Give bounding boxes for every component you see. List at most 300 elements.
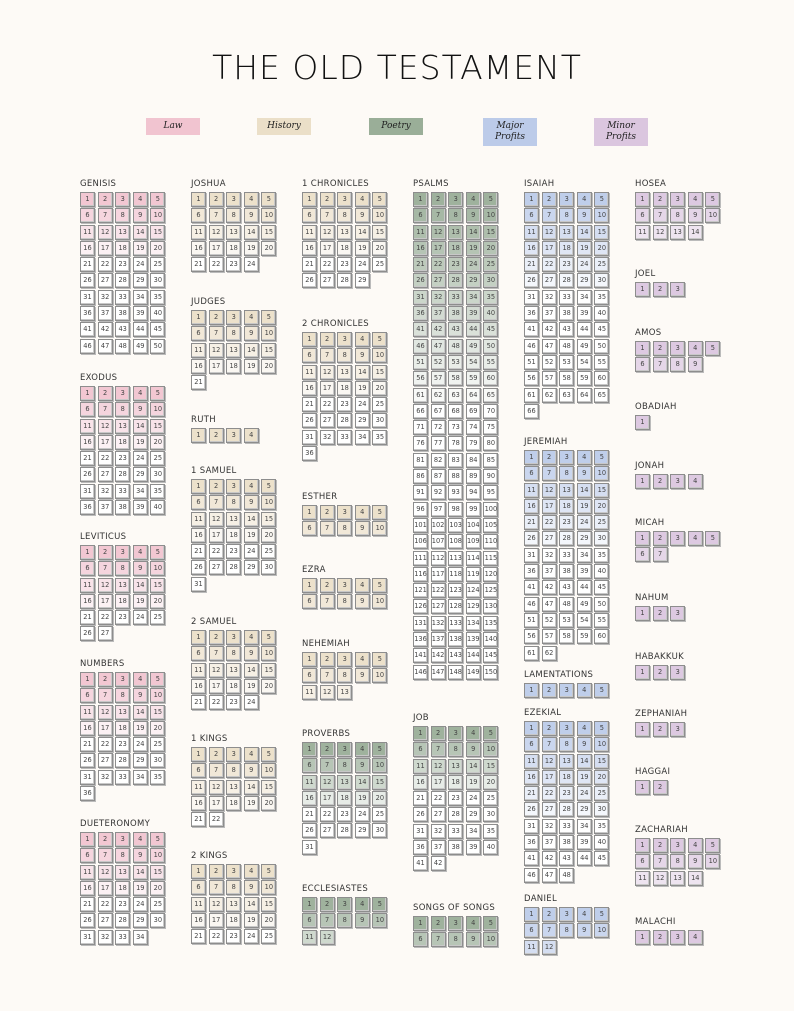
- chapter-checkbox[interactable]: 19: [244, 528, 259, 543]
- chapter-checkbox[interactable]: 36: [524, 835, 539, 850]
- chapter-checkbox[interactable]: 31: [413, 824, 428, 839]
- chapter-checkbox[interactable]: 54: [577, 613, 592, 628]
- chapter-checkbox[interactable]: 16: [191, 241, 206, 256]
- chapter-checkbox[interactable]: 25: [150, 737, 165, 752]
- chapter-checkbox[interactable]: 21: [302, 257, 317, 272]
- chapter-checkbox[interactable]: 8: [559, 208, 574, 223]
- chapter-checkbox[interactable]: 3: [559, 450, 574, 465]
- chapter-checkbox[interactable]: 24: [577, 786, 592, 801]
- chapter-checkbox[interactable]: 2: [209, 192, 224, 207]
- chapter-checkbox[interactable]: 13: [115, 865, 130, 880]
- chapter-checkbox[interactable]: 29: [577, 273, 592, 288]
- chapter-checkbox[interactable]: 8: [448, 932, 463, 947]
- chapter-checkbox[interactable]: 5: [261, 630, 276, 645]
- chapter-checkbox[interactable]: 24: [133, 897, 148, 912]
- chapter-checkbox[interactable]: 14: [244, 663, 259, 678]
- chapter-checkbox[interactable]: 85: [483, 453, 498, 468]
- chapter-checkbox[interactable]: 5: [705, 531, 720, 546]
- chapter-checkbox[interactable]: 40: [483, 306, 498, 321]
- chapter-checkbox[interactable]: 4: [355, 578, 370, 593]
- chapter-checkbox[interactable]: 1: [80, 545, 95, 560]
- chapter-checkbox[interactable]: 59: [577, 371, 592, 386]
- chapter-checkbox[interactable]: 9: [577, 737, 592, 752]
- chapter-checkbox[interactable]: 17: [542, 499, 557, 514]
- chapter-checkbox[interactable]: 25: [150, 610, 165, 625]
- chapter-checkbox[interactable]: 61: [413, 388, 428, 403]
- chapter-checkbox[interactable]: 3: [670, 606, 685, 621]
- chapter-checkbox[interactable]: 6: [191, 763, 206, 778]
- chapter-checkbox[interactable]: 16: [524, 241, 539, 256]
- chapter-checkbox[interactable]: 23: [337, 397, 352, 412]
- chapter-checkbox[interactable]: 15: [594, 483, 609, 498]
- chapter-checkbox[interactable]: 20: [372, 381, 387, 396]
- chapter-checkbox[interactable]: 2: [98, 832, 113, 847]
- chapter-checkbox[interactable]: 88: [448, 469, 463, 484]
- chapter-checkbox[interactable]: 22: [209, 544, 224, 559]
- chapter-checkbox[interactable]: 150: [483, 665, 498, 680]
- chapter-checkbox[interactable]: 36: [80, 306, 95, 321]
- chapter-checkbox[interactable]: 7: [209, 763, 224, 778]
- chapter-checkbox[interactable]: 35: [372, 430, 387, 445]
- chapter-checkbox[interactable]: 5: [150, 192, 165, 207]
- chapter-checkbox[interactable]: 40: [150, 306, 165, 321]
- chapter-checkbox[interactable]: 113: [448, 551, 463, 566]
- chapter-checkbox[interactable]: 8: [448, 742, 463, 757]
- chapter-checkbox[interactable]: 27: [542, 273, 557, 288]
- chapter-checkbox[interactable]: 11: [191, 343, 206, 358]
- chapter-checkbox[interactable]: 3: [670, 838, 685, 853]
- chapter-checkbox[interactable]: 67: [431, 404, 446, 419]
- chapter-checkbox[interactable]: 5: [372, 505, 387, 520]
- chapter-checkbox[interactable]: 35: [483, 290, 498, 305]
- chapter-checkbox[interactable]: 46: [524, 868, 539, 883]
- chapter-checkbox[interactable]: 6: [302, 594, 317, 609]
- chapter-checkbox[interactable]: 54: [466, 355, 481, 370]
- chapter-checkbox[interactable]: 13: [226, 780, 241, 795]
- chapter-checkbox[interactable]: 5: [483, 916, 498, 931]
- chapter-checkbox[interactable]: 8: [337, 521, 352, 536]
- chapter-checkbox[interactable]: 84: [466, 453, 481, 468]
- chapter-checkbox[interactable]: 2: [209, 747, 224, 762]
- chapter-checkbox[interactable]: 10: [150, 561, 165, 576]
- chapter-checkbox[interactable]: 23: [115, 257, 130, 272]
- chapter-checkbox[interactable]: 2: [320, 742, 335, 757]
- chapter-checkbox[interactable]: 4: [577, 450, 592, 465]
- chapter-checkbox[interactable]: 18: [226, 241, 241, 256]
- chapter-checkbox[interactable]: 10: [372, 668, 387, 683]
- chapter-checkbox[interactable]: 12: [542, 225, 557, 240]
- chapter-checkbox[interactable]: 59: [466, 371, 481, 386]
- chapter-checkbox[interactable]: 28: [337, 273, 352, 288]
- chapter-checkbox[interactable]: 111: [413, 551, 428, 566]
- chapter-checkbox[interactable]: 30: [150, 913, 165, 928]
- chapter-checkbox[interactable]: 28: [115, 913, 130, 928]
- chapter-checkbox[interactable]: 149: [466, 665, 481, 680]
- chapter-checkbox[interactable]: 23: [448, 257, 463, 272]
- chapter-checkbox[interactable]: 3: [559, 683, 574, 698]
- chapter-checkbox[interactable]: 1: [635, 930, 650, 945]
- chapter-checkbox[interactable]: 17: [98, 721, 113, 736]
- chapter-checkbox[interactable]: 23: [115, 451, 130, 466]
- chapter-checkbox[interactable]: 29: [244, 560, 259, 575]
- chapter-checkbox[interactable]: 19: [466, 775, 481, 790]
- chapter-checkbox[interactable]: 1: [191, 310, 206, 325]
- chapter-checkbox[interactable]: 3: [226, 747, 241, 762]
- chapter-checkbox[interactable]: 11: [302, 365, 317, 380]
- chapter-checkbox[interactable]: 2: [431, 192, 446, 207]
- chapter-checkbox[interactable]: 25: [594, 515, 609, 530]
- chapter-checkbox[interactable]: 94: [466, 485, 481, 500]
- chapter-checkbox[interactable]: 24: [133, 451, 148, 466]
- chapter-checkbox[interactable]: 23: [337, 257, 352, 272]
- chapter-checkbox[interactable]: 46: [80, 339, 95, 354]
- chapter-checkbox[interactable]: 14: [355, 225, 370, 240]
- chapter-checkbox[interactable]: 134: [466, 616, 481, 631]
- chapter-checkbox[interactable]: 1: [80, 832, 95, 847]
- chapter-checkbox[interactable]: 21: [413, 791, 428, 806]
- chapter-checkbox[interactable]: 6: [80, 688, 95, 703]
- chapter-checkbox[interactable]: 5: [372, 192, 387, 207]
- chapter-checkbox[interactable]: 64: [466, 388, 481, 403]
- chapter-checkbox[interactable]: 42: [542, 322, 557, 337]
- chapter-checkbox[interactable]: 65: [594, 388, 609, 403]
- chapter-checkbox[interactable]: 4: [133, 386, 148, 401]
- chapter-checkbox[interactable]: 11: [635, 871, 650, 886]
- chapter-checkbox[interactable]: 14: [688, 225, 703, 240]
- chapter-checkbox[interactable]: 1: [524, 192, 539, 207]
- chapter-checkbox[interactable]: 36: [524, 564, 539, 579]
- chapter-checkbox[interactable]: 80: [483, 436, 498, 451]
- chapter-checkbox[interactable]: 3: [448, 726, 463, 741]
- chapter-checkbox[interactable]: 9: [577, 466, 592, 481]
- chapter-checkbox[interactable]: 24: [577, 515, 592, 530]
- chapter-checkbox[interactable]: 7: [653, 547, 668, 562]
- chapter-checkbox[interactable]: 24: [466, 791, 481, 806]
- chapter-checkbox[interactable]: 19: [244, 359, 259, 374]
- chapter-checkbox[interactable]: 23: [226, 929, 241, 944]
- chapter-checkbox[interactable]: 46: [413, 339, 428, 354]
- chapter-checkbox[interactable]: 2: [98, 192, 113, 207]
- chapter-checkbox[interactable]: 27: [98, 273, 113, 288]
- chapter-checkbox[interactable]: 7: [320, 348, 335, 363]
- chapter-checkbox[interactable]: 28: [115, 467, 130, 482]
- chapter-checkbox[interactable]: 24: [577, 257, 592, 272]
- chapter-checkbox[interactable]: 9: [355, 348, 370, 363]
- chapter-checkbox[interactable]: 20: [261, 528, 276, 543]
- chapter-checkbox[interactable]: 9: [466, 932, 481, 947]
- chapter-checkbox[interactable]: 34: [133, 930, 148, 945]
- chapter-checkbox[interactable]: 9: [244, 208, 259, 223]
- chapter-checkbox[interactable]: 5: [372, 652, 387, 667]
- chapter-checkbox[interactable]: 41: [524, 322, 539, 337]
- chapter-checkbox[interactable]: 15: [261, 225, 276, 240]
- chapter-checkbox[interactable]: 55: [594, 613, 609, 628]
- chapter-checkbox[interactable]: 50: [150, 339, 165, 354]
- chapter-checkbox[interactable]: 14: [244, 225, 259, 240]
- chapter-checkbox[interactable]: 14: [133, 578, 148, 593]
- chapter-checkbox[interactable]: 43: [448, 322, 463, 337]
- chapter-checkbox[interactable]: 31: [191, 577, 206, 592]
- chapter-checkbox[interactable]: 21: [191, 812, 206, 827]
- chapter-checkbox[interactable]: 22: [98, 257, 113, 272]
- chapter-checkbox[interactable]: 8: [559, 466, 574, 481]
- chapter-checkbox[interactable]: 12: [209, 780, 224, 795]
- chapter-checkbox[interactable]: 4: [466, 726, 481, 741]
- chapter-checkbox[interactable]: 30: [261, 560, 276, 575]
- chapter-checkbox[interactable]: 35: [150, 290, 165, 305]
- chapter-checkbox[interactable]: 44: [577, 580, 592, 595]
- chapter-checkbox[interactable]: 139: [466, 632, 481, 647]
- chapter-checkbox[interactable]: 5: [483, 726, 498, 741]
- chapter-checkbox[interactable]: 6: [302, 348, 317, 363]
- chapter-checkbox[interactable]: 1: [80, 386, 95, 401]
- chapter-checkbox[interactable]: 61: [524, 646, 539, 661]
- chapter-checkbox[interactable]: 3: [337, 332, 352, 347]
- chapter-checkbox[interactable]: 5: [150, 545, 165, 560]
- chapter-checkbox[interactable]: 36: [524, 306, 539, 321]
- chapter-checkbox[interactable]: 37: [431, 840, 446, 855]
- chapter-checkbox[interactable]: 1: [302, 578, 317, 593]
- chapter-checkbox[interactable]: 3: [670, 474, 685, 489]
- chapter-checkbox[interactable]: 20: [372, 791, 387, 806]
- chapter-checkbox[interactable]: 31: [80, 484, 95, 499]
- chapter-checkbox[interactable]: 19: [577, 241, 592, 256]
- chapter-checkbox[interactable]: 4: [688, 341, 703, 356]
- chapter-checkbox[interactable]: 9: [244, 326, 259, 341]
- chapter-checkbox[interactable]: 7: [98, 208, 113, 223]
- chapter-checkbox[interactable]: 43: [559, 322, 574, 337]
- chapter-checkbox[interactable]: 47: [542, 339, 557, 354]
- chapter-checkbox[interactable]: 14: [577, 483, 592, 498]
- chapter-checkbox[interactable]: 48: [115, 339, 130, 354]
- chapter-checkbox[interactable]: 3: [670, 341, 685, 356]
- chapter-checkbox[interactable]: 15: [372, 365, 387, 380]
- chapter-checkbox[interactable]: 9: [133, 561, 148, 576]
- chapter-checkbox[interactable]: 16: [191, 913, 206, 928]
- chapter-checkbox[interactable]: 37: [542, 564, 557, 579]
- chapter-checkbox[interactable]: 2: [209, 310, 224, 325]
- chapter-checkbox[interactable]: 38: [559, 564, 574, 579]
- chapter-checkbox[interactable]: 99: [466, 502, 481, 517]
- chapter-checkbox[interactable]: 44: [133, 322, 148, 337]
- chapter-checkbox[interactable]: 2: [320, 652, 335, 667]
- chapter-checkbox[interactable]: 16: [80, 435, 95, 450]
- chapter-checkbox[interactable]: 29: [577, 802, 592, 817]
- chapter-checkbox[interactable]: 3: [337, 505, 352, 520]
- chapter-checkbox[interactable]: 39: [133, 500, 148, 515]
- chapter-checkbox[interactable]: 30: [594, 531, 609, 546]
- chapter-checkbox[interactable]: 9: [466, 208, 481, 223]
- chapter-checkbox[interactable]: 26: [302, 823, 317, 838]
- chapter-checkbox[interactable]: 59: [577, 629, 592, 644]
- chapter-checkbox[interactable]: 14: [688, 871, 703, 886]
- chapter-checkbox[interactable]: 11: [413, 225, 428, 240]
- chapter-checkbox[interactable]: 20: [483, 775, 498, 790]
- chapter-checkbox[interactable]: 21: [191, 257, 206, 272]
- chapter-checkbox[interactable]: 6: [302, 758, 317, 773]
- chapter-checkbox[interactable]: 8: [115, 561, 130, 576]
- chapter-checkbox[interactable]: 16: [302, 381, 317, 396]
- chapter-checkbox[interactable]: 10: [372, 594, 387, 609]
- chapter-checkbox[interactable]: 29: [466, 273, 481, 288]
- chapter-checkbox[interactable]: 35: [594, 819, 609, 834]
- chapter-checkbox[interactable]: 60: [483, 371, 498, 386]
- chapter-checkbox[interactable]: 11: [80, 705, 95, 720]
- chapter-checkbox[interactable]: 27: [98, 753, 113, 768]
- chapter-checkbox[interactable]: 7: [431, 742, 446, 757]
- chapter-checkbox[interactable]: 45: [594, 322, 609, 337]
- chapter-checkbox[interactable]: 16: [80, 721, 95, 736]
- chapter-checkbox[interactable]: 56: [524, 629, 539, 644]
- chapter-checkbox[interactable]: 5: [483, 192, 498, 207]
- chapter-checkbox[interactable]: 20: [483, 241, 498, 256]
- chapter-checkbox[interactable]: 6: [191, 326, 206, 341]
- chapter-checkbox[interactable]: 4: [355, 742, 370, 757]
- chapter-checkbox[interactable]: 91: [413, 485, 428, 500]
- chapter-checkbox[interactable]: 32: [98, 290, 113, 305]
- chapter-checkbox[interactable]: 15: [261, 780, 276, 795]
- chapter-checkbox[interactable]: 3: [448, 916, 463, 931]
- chapter-checkbox[interactable]: 6: [302, 208, 317, 223]
- chapter-checkbox[interactable]: 107: [431, 534, 446, 549]
- chapter-checkbox[interactable]: 1: [635, 341, 650, 356]
- chapter-checkbox[interactable]: 19: [577, 770, 592, 785]
- chapter-checkbox[interactable]: 142: [431, 648, 446, 663]
- chapter-checkbox[interactable]: 16: [524, 770, 539, 785]
- chapter-checkbox[interactable]: 14: [355, 365, 370, 380]
- chapter-checkbox[interactable]: 11: [191, 512, 206, 527]
- chapter-checkbox[interactable]: 10: [372, 208, 387, 223]
- chapter-checkbox[interactable]: 28: [559, 531, 574, 546]
- chapter-checkbox[interactable]: 25: [150, 257, 165, 272]
- chapter-checkbox[interactable]: 35: [483, 824, 498, 839]
- chapter-checkbox[interactable]: 1: [635, 415, 650, 430]
- chapter-checkbox[interactable]: 1: [302, 897, 317, 912]
- chapter-checkbox[interactable]: 15: [483, 225, 498, 240]
- chapter-checkbox[interactable]: 29: [133, 467, 148, 482]
- chapter-checkbox[interactable]: 100: [483, 502, 498, 517]
- chapter-checkbox[interactable]: 37: [98, 500, 113, 515]
- chapter-checkbox[interactable]: 12: [542, 483, 557, 498]
- chapter-checkbox[interactable]: 20: [150, 241, 165, 256]
- chapter-checkbox[interactable]: 34: [133, 484, 148, 499]
- chapter-checkbox[interactable]: 5: [705, 341, 720, 356]
- chapter-checkbox[interactable]: 17: [98, 435, 113, 450]
- chapter-checkbox[interactable]: 2: [320, 578, 335, 593]
- chapter-checkbox[interactable]: 26: [524, 802, 539, 817]
- chapter-checkbox[interactable]: 3: [226, 192, 241, 207]
- chapter-checkbox[interactable]: 6: [191, 208, 206, 223]
- chapter-checkbox[interactable]: 33: [337, 430, 352, 445]
- chapter-checkbox[interactable]: 39: [466, 306, 481, 321]
- chapter-checkbox[interactable]: 14: [577, 754, 592, 769]
- chapter-checkbox[interactable]: 65: [483, 388, 498, 403]
- chapter-checkbox[interactable]: 23: [115, 610, 130, 625]
- chapter-checkbox[interactable]: 17: [542, 241, 557, 256]
- chapter-checkbox[interactable]: 55: [483, 355, 498, 370]
- chapter-checkbox[interactable]: 4: [577, 192, 592, 207]
- chapter-checkbox[interactable]: 7: [542, 737, 557, 752]
- chapter-checkbox[interactable]: 8: [670, 208, 685, 223]
- chapter-checkbox[interactable]: 2: [98, 386, 113, 401]
- chapter-checkbox[interactable]: 53: [559, 355, 574, 370]
- chapter-checkbox[interactable]: 21: [80, 897, 95, 912]
- chapter-checkbox[interactable]: 7: [542, 466, 557, 481]
- chapter-checkbox[interactable]: 33: [115, 930, 130, 945]
- chapter-checkbox[interactable]: 47: [542, 868, 557, 883]
- chapter-checkbox[interactable]: 1: [635, 722, 650, 737]
- chapter-checkbox[interactable]: 18: [559, 499, 574, 514]
- chapter-checkbox[interactable]: 77: [431, 436, 446, 451]
- chapter-checkbox[interactable]: 20: [594, 241, 609, 256]
- chapter-checkbox[interactable]: 33: [115, 484, 130, 499]
- chapter-checkbox[interactable]: 23: [337, 807, 352, 822]
- chapter-checkbox[interactable]: 14: [355, 775, 370, 790]
- chapter-checkbox[interactable]: 12: [320, 685, 335, 700]
- chapter-checkbox[interactable]: 79: [466, 436, 481, 451]
- chapter-checkbox[interactable]: 5: [594, 907, 609, 922]
- chapter-checkbox[interactable]: 37: [431, 306, 446, 321]
- chapter-checkbox[interactable]: 26: [302, 413, 317, 428]
- chapter-checkbox[interactable]: 11: [524, 483, 539, 498]
- chapter-checkbox[interactable]: 28: [115, 273, 130, 288]
- chapter-checkbox[interactable]: 83: [448, 453, 463, 468]
- chapter-checkbox[interactable]: 7: [431, 208, 446, 223]
- chapter-checkbox[interactable]: 26: [80, 273, 95, 288]
- chapter-checkbox[interactable]: 28: [226, 560, 241, 575]
- chapter-checkbox[interactable]: 33: [115, 290, 130, 305]
- chapter-checkbox[interactable]: 18: [226, 528, 241, 543]
- chapter-checkbox[interactable]: 8: [115, 208, 130, 223]
- chapter-checkbox[interactable]: 30: [594, 273, 609, 288]
- chapter-checkbox[interactable]: 52: [542, 613, 557, 628]
- chapter-checkbox[interactable]: 10: [150, 402, 165, 417]
- chapter-checkbox[interactable]: 2: [542, 907, 557, 922]
- chapter-checkbox[interactable]: 19: [244, 241, 259, 256]
- chapter-checkbox[interactable]: 38: [559, 835, 574, 850]
- chapter-checkbox[interactable]: 34: [133, 290, 148, 305]
- chapter-checkbox[interactable]: 25: [150, 451, 165, 466]
- chapter-checkbox[interactable]: 86: [413, 469, 428, 484]
- chapter-checkbox[interactable]: 10: [705, 208, 720, 223]
- chapter-checkbox[interactable]: 26: [80, 626, 95, 641]
- chapter-checkbox[interactable]: 7: [320, 521, 335, 536]
- chapter-checkbox[interactable]: 3: [670, 722, 685, 737]
- chapter-checkbox[interactable]: 44: [577, 322, 592, 337]
- chapter-checkbox[interactable]: 7: [209, 208, 224, 223]
- chapter-checkbox[interactable]: 2: [653, 606, 668, 621]
- chapter-checkbox[interactable]: 14: [133, 865, 148, 880]
- chapter-checkbox[interactable]: 36: [413, 306, 428, 321]
- chapter-checkbox[interactable]: 9: [244, 495, 259, 510]
- chapter-checkbox[interactable]: 1: [635, 531, 650, 546]
- chapter-checkbox[interactable]: 62: [542, 646, 557, 661]
- chapter-checkbox[interactable]: 28: [337, 823, 352, 838]
- chapter-checkbox[interactable]: 21: [191, 375, 206, 390]
- chapter-checkbox[interactable]: 16: [191, 528, 206, 543]
- chapter-checkbox[interactable]: 11: [80, 865, 95, 880]
- chapter-checkbox[interactable]: 10: [372, 913, 387, 928]
- chapter-checkbox[interactable]: 5: [705, 192, 720, 207]
- chapter-checkbox[interactable]: 14: [244, 343, 259, 358]
- chapter-checkbox[interactable]: 16: [413, 241, 428, 256]
- chapter-checkbox[interactable]: 15: [372, 225, 387, 240]
- chapter-checkbox[interactable]: 38: [115, 500, 130, 515]
- chapter-checkbox[interactable]: 27: [320, 823, 335, 838]
- chapter-checkbox[interactable]: 21: [191, 695, 206, 710]
- chapter-checkbox[interactable]: 21: [80, 610, 95, 625]
- chapter-checkbox[interactable]: 14: [244, 897, 259, 912]
